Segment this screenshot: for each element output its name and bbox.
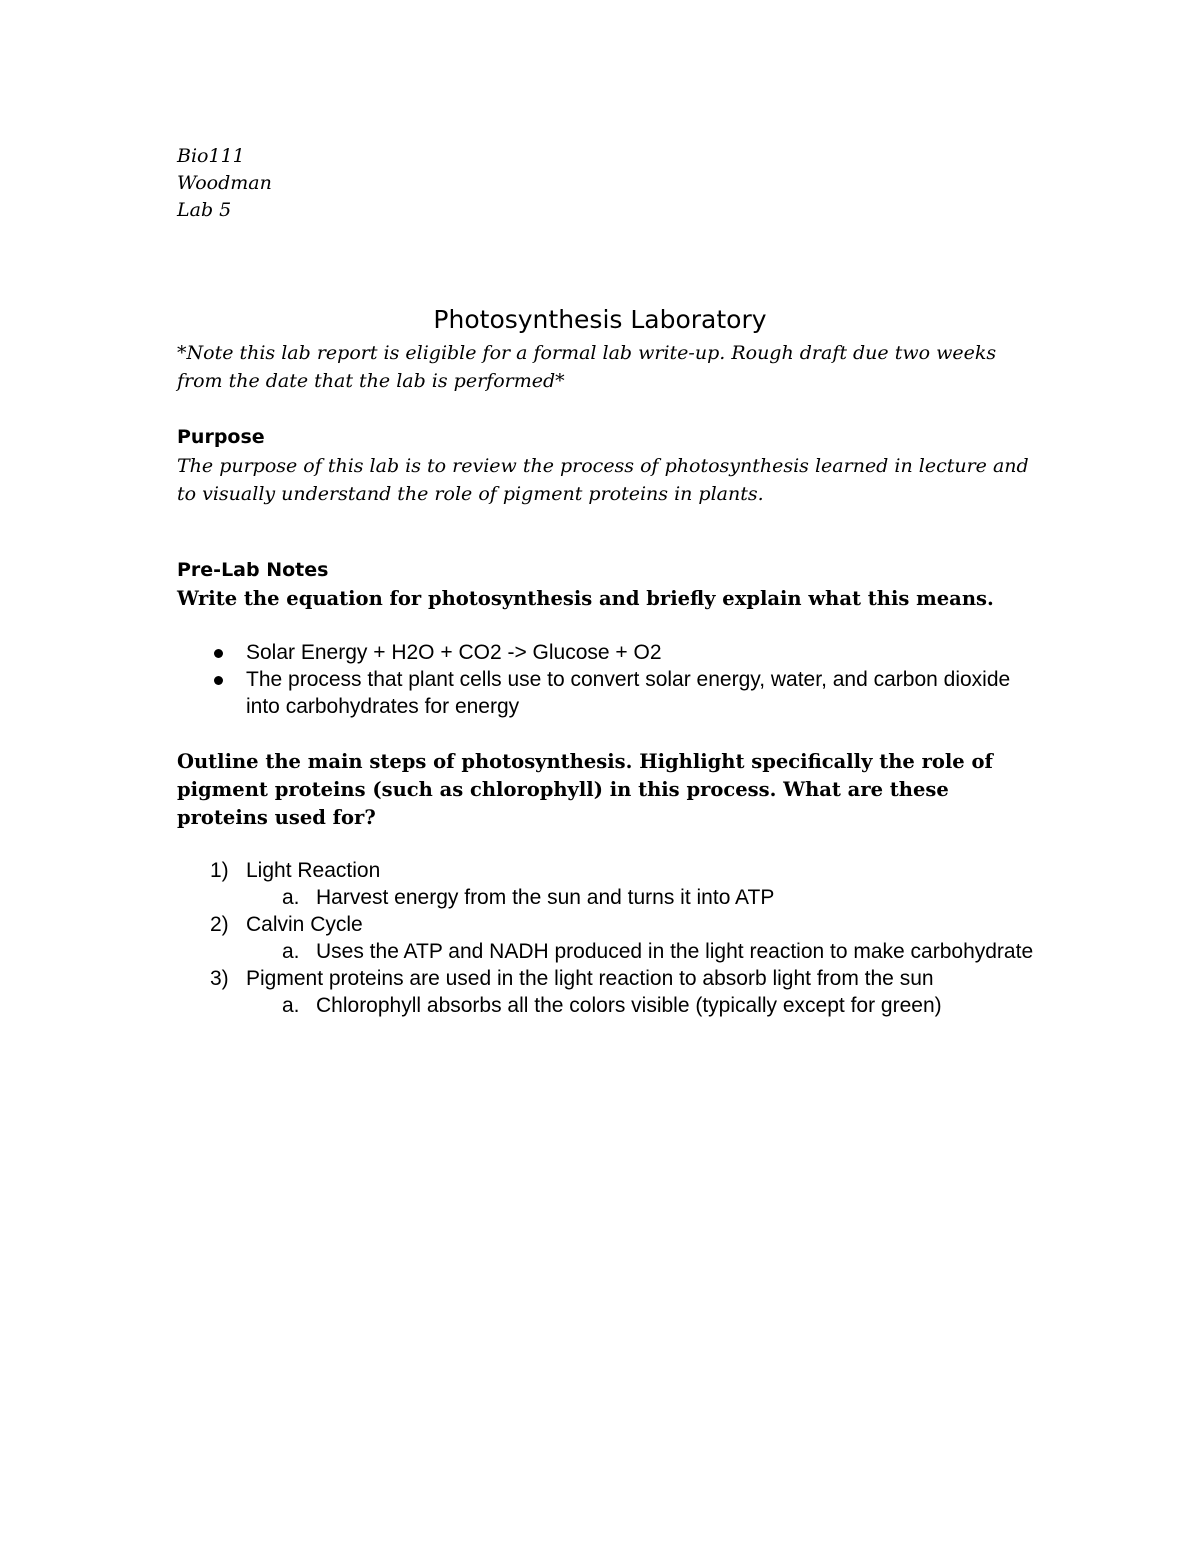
step-number: 2)	[210, 913, 229, 936]
list-item	[210, 666, 1040, 720]
purpose-text: The purpose of this lab is to review the process of photosynthesis learned in lecture and to visually understand the role of pigment proteins in plants.	[177, 455, 1029, 505]
sub-letter: a.	[282, 886, 300, 909]
equation-bullet-list	[210, 639, 1040, 720]
step-text: Calvin Cycle	[246, 913, 363, 936]
prelab-question-2: Outline the main steps of photosynthesis. Highlight specifically the role of pigment proteins (such as chlorophyll) in this process. What are these proteins used for?	[177, 750, 993, 829]
sub-list-item	[210, 938, 1040, 965]
sub-list-item	[210, 884, 1040, 911]
bullet-icon	[210, 666, 246, 720]
document-header	[177, 143, 272, 224]
course-code: Bio111	[177, 145, 245, 167]
purpose-heading: Purpose	[177, 426, 265, 448]
list-item	[210, 857, 1040, 884]
prelab-question-1: Write the equation for photosynthesis and briefly explain what this means.	[177, 587, 994, 610]
step-text: Light Reaction	[246, 859, 381, 882]
sub-text: Harvest energy from the sun and turns it into ATP	[316, 886, 775, 909]
lab-number: Lab 5	[177, 199, 232, 221]
list-item	[210, 639, 1040, 666]
step-number: 3)	[210, 967, 229, 990]
bullet-icon	[210, 639, 246, 666]
sub-letter: a.	[282, 940, 300, 963]
document-title: Photosynthesis Laboratory	[433, 305, 767, 334]
sub-text: Uses the ATP and NADH produced in the light reaction to make carbohydrate	[316, 940, 1034, 963]
bullet-text: The process that plant cells use to convert solar energy, water, and carbon dioxide into carbohydrates for energy	[246, 668, 1011, 718]
list-item	[210, 911, 1040, 938]
sub-letter: a.	[282, 994, 300, 1017]
list-item	[210, 965, 1040, 992]
sub-text: Chlorophyll absorbs all the colors visible (typically except for green)	[316, 994, 942, 1017]
prelab-heading: Pre-Lab Notes	[177, 559, 329, 581]
step-text: Pigment proteins are used in the light reaction to absorb light from the sun	[246, 967, 934, 990]
lab-note: *Note this lab report is eligible for a formal lab write-up. Rough draft due two weeks from the date that the lab is performed*	[177, 342, 997, 392]
sub-list-item	[210, 992, 1040, 1019]
bullet-text: Solar Energy + H2O + CO2 -> Glucose + O2	[246, 641, 662, 664]
step-number: 1)	[210, 859, 229, 882]
steps-list	[210, 857, 1040, 1019]
instructor-name: Woodman	[177, 172, 272, 194]
